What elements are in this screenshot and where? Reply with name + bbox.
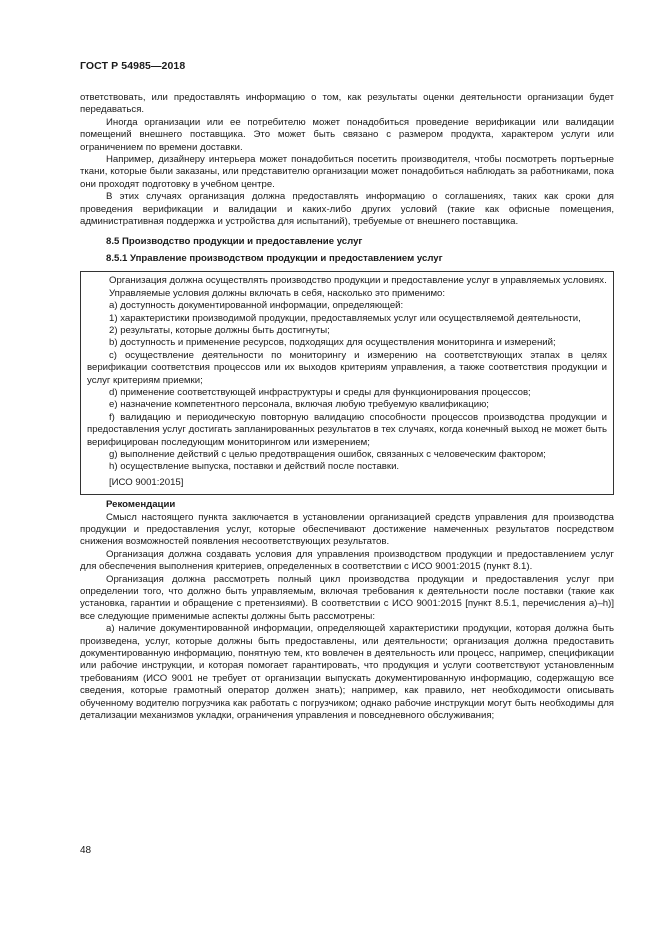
recommendation-paragraph: Смысл настоящего пункта заключается в установлении организацией средств управления для производства продукции и предоставления услуг, которые обеспечивают достижение намеченных результатов посредством снижения возможностей появления несоответствующих результатов. (80, 511, 614, 548)
box-line: а) доступность документированной информации, определяющей: (109, 300, 404, 312)
quoted-requirement-box (80, 271, 614, 495)
recommendation-paragraph: а) наличие документированной информации, определяющей характеристики продукции, которая должна быть произведена, услуг, которые должны быть предоставлены, или деятельности; организация должна предоставить документированную информацию, понятную тем, кто вовлечен в деятельность или процесс, например, спецификации или рабочие инструкции, и которая помогает гарантировать, что продукция и услуги соответствуют установленным требованиям (ИСО 9001 не требует от организации выпускать документированную информацию, содержащую все сведения, которые грамотный оператор должен знать); например, как правило, нет необходимости описывать обученному водителю погрузчика как работать с погрузчиком; однако рабочие инструкции могут быть необходимы для детализации механизмов укладки, ограничения управления и повседневного обслуживания; (80, 623, 614, 722)
box-line: c) осуществление деятельности по мониторингу и измерению на соответствующих этапах в целях верификации соответствия процессов или их выходов критериям управления, а также соответствия продукции и услуг критериям приемки; (87, 349, 607, 386)
section-heading: 8.5 Производство продукции и предоставление услуг (106, 236, 363, 248)
subsection-heading: 8.5.1 Управление производством продукции и предоставлением услуг (106, 252, 443, 264)
box-line: Управляемые условия должны включать в себя, насколько это применимо: (109, 287, 446, 299)
page-content (80, 92, 614, 723)
box-line: e) назначение компетентного персонала, включая любую требуемую квалификацию; (109, 399, 489, 411)
page-number: 48 (80, 845, 92, 856)
box-line: h) осуществление выпуска, поставки и действий после поставки. (109, 461, 400, 473)
intro-paragraph: ответствовать, или предоставлять информацию о том, как результаты оценки деятельности организации будет передаваться. (80, 92, 614, 116)
intro-paragraph: Иногда организации или ее потребителю может понадобиться проведение верификации или валидации помещений внешнего поставщика. Это может быть связано с размером продукта, характером услуги или ограничением по времени доставки. (80, 116, 614, 153)
box-line: g) выполнение действий с целью предотвращения ошибок, связанных с человеческим фактором; (109, 448, 546, 460)
document-code: ГОСТ Р 54985—2018 (80, 60, 186, 72)
box-line: 1) характеристики производимой продукции, предоставляемых услуг или осуществляемой деятельности, (109, 312, 581, 324)
box-line: Организация должна осуществлять производство продукции и предоставление услуг в управляемых условиях. (109, 275, 607, 287)
recommendation-paragraph: Организация должна создавать условия для управления производством продукции и предоставлением услуг для обеспечения выполнения критериев, определенных в соответствии с ИСО 9001:2015 (пункт 8.1). (80, 548, 614, 573)
intro-paragraph: Например, дизайнеру интерьера может понадобиться посетить производителя, чтобы посмотреть портьерные ткани, которые были заказаны, или представителю организации может понадобиться наблюдать за работниками, пока они проходят подготовку в учебном центре. (80, 154, 614, 190)
box-line: f) валидацию и периодическую повторную валидацию способности процессов производства продукции и предоставления услуг достигать запланированных результатов в тех случаях, когда конечный выход не может быть верифицирован последующим мониторингом или измерением; (87, 411, 607, 448)
intro-paragraph: В этих случаях организация должна предоставлять информацию о соглашениях, таких как сроки для проведения верификации и валидации и каких-либо других условий (такие как офисные помещения, административная поддержка и устройства для испытаний), требуемые от внешнего поставщика. (80, 191, 614, 228)
box-line: d) применение соответствующей инфраструктуры и среды для функционирования процессов; (109, 386, 531, 398)
box-line: 2) результаты, которые должны быть достигнуты; (109, 324, 330, 336)
box-line: b) доступность и применение ресурсов, подходящих для осуществления мониторинга и измерений; (109, 337, 556, 349)
recommendations-heading: Рекомендации (106, 499, 176, 511)
standard-reference: [ИСО 9001:2015] (109, 476, 184, 488)
recommendation-paragraph: Организация должна рассмотреть полный цикл производства продукции и предоставления услуг при определении того, что должно быть управляемым, включая требования к деятельности после поставки (такие как установка, гарантии и обращение с претензиями). В соответствии с ИСО 9001:2015 [пункт 8.5.1, перечисления а)–h)] все следующие применимые аспекты должны быть рассмотрены: (80, 573, 614, 622)
